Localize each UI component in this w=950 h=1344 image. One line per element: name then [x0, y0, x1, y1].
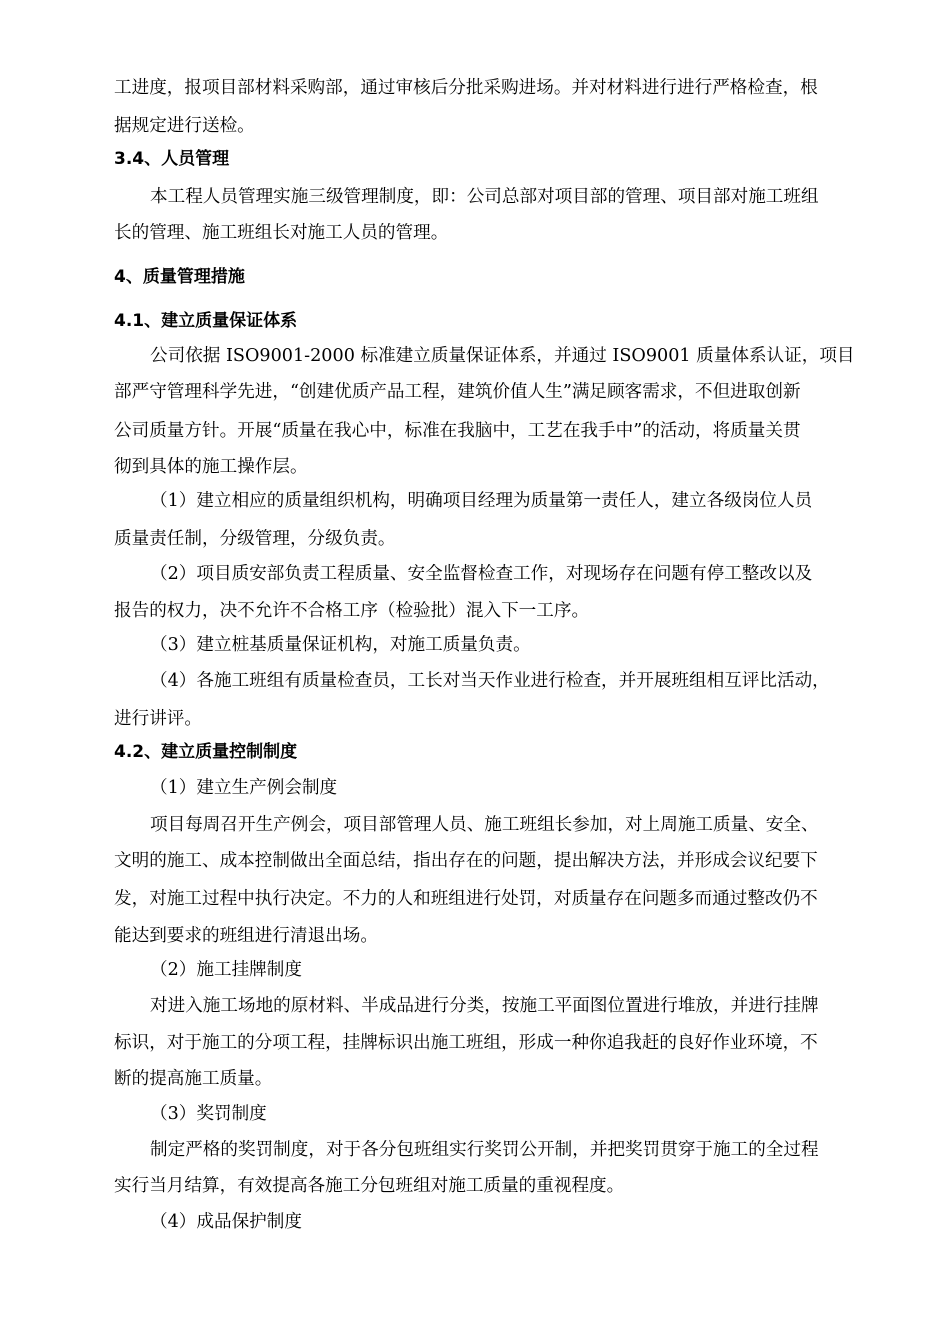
paragraph-line: 据规定进行送检。: [114, 116, 255, 136]
subheading-line: （3）奖罚制度: [150, 1104, 267, 1124]
subheading-line: （1）建立生产例会制度: [150, 778, 338, 798]
list-item-line: 质量责任制，分级管理，分级负责。: [114, 529, 396, 549]
paragraph-line: 项目每周召开生产例会，项目部管理人员、施工班组长参加，对上周施工质量、安全、: [150, 815, 819, 835]
list-item-line: （2）项目质安部负责工程质量、安全监督检查工作，对现场存在问题有停工整改以及: [150, 564, 813, 584]
paragraph-line: 文明的施工、成本控制做出全面总结，指出存在的问题，提出解决方法，并形成会议纪要下: [114, 851, 818, 871]
paragraph-line: 对进入施工场地的原材料、半成品进行分类，按施工平面图位置进行堆放，并进行挂牌: [150, 996, 819, 1016]
paragraph-line: 制定严格的奖罚制度，对于各分包班组实行奖罚公开制，并把奖罚贯穿于施工的全过程: [150, 1140, 819, 1160]
paragraph-line: 断的提高施工质量。: [114, 1069, 273, 1089]
paragraph-line: 工进度，报项目部材料采购部，通过审核后分批采购进场。并对材料进行进行严格检查，根: [114, 78, 818, 98]
list-item-line: （3）建立桩基质量保证机构，对施工质量负责。: [150, 635, 531, 655]
paragraph-line: 能达到要求的班组进行清退出场。: [114, 926, 378, 946]
subheading-line: （4）成品保护制度: [150, 1212, 302, 1232]
paragraph-line: 本工程人员管理实施三级管理制度，即：公司总部对项目部的管理、项目部对施工班组: [150, 187, 819, 207]
paragraph-line: 长的管理、施工班组长对施工人员的管理。: [114, 223, 449, 243]
paragraph-line: 彻到具体的施工操作层。: [114, 457, 308, 477]
paragraph-line: 公司依据 ISO9001-2000 标准建立质量保证体系，并通过 ISO9001 质量体系认证，项目: [150, 346, 855, 366]
list-item-line: （4）各施工班组有质量检查员，工长对当天作业进行检查，并开展班组相互评比活动，: [150, 671, 830, 691]
paragraph-line: 发，对施工过程中执行决定。不力的人和班组进行处罚，对质量存在问题多而通过整改仍不: [114, 889, 818, 909]
list-item-line: 报告的权力，决不允许不合格工序（检验批）混入下一工序。: [114, 601, 590, 621]
paragraph-line: 标识，对于施工的分项工程，挂牌标识出施工班组，形成一种你追我赶的良好作业环境，不: [114, 1033, 818, 1053]
section-heading-4: 4、质量管理措施: [114, 267, 245, 287]
section-heading-4-1: 4.1、建立质量保证体系: [114, 311, 298, 331]
section-heading-4-2: 4.2、建立质量控制制度: [114, 742, 298, 762]
section-heading-3-4: 3.4、人员管理: [114, 149, 230, 169]
paragraph-line: 实行当月结算，有效提高各施工分包班组对施工质量的重视程度。: [114, 1176, 625, 1196]
list-item-line: 进行讲评。: [114, 709, 202, 729]
list-item-line: （1）建立相应的质量组织机构，明确项目经理为质量第一责任人，建立各级岗位人员: [150, 491, 813, 511]
subheading-line: （2）施工挂牌制度: [150, 960, 302, 980]
paragraph-line: 部严守管理科学先进，“创建优质产品工程，建筑价值人生”满足顾客需求，不但进取创新: [114, 382, 801, 402]
paragraph-line: 公司质量方针。开展“质量在我心中，标准在我脑中，工艺在我手中”的活动，将质量关贯: [114, 421, 801, 441]
